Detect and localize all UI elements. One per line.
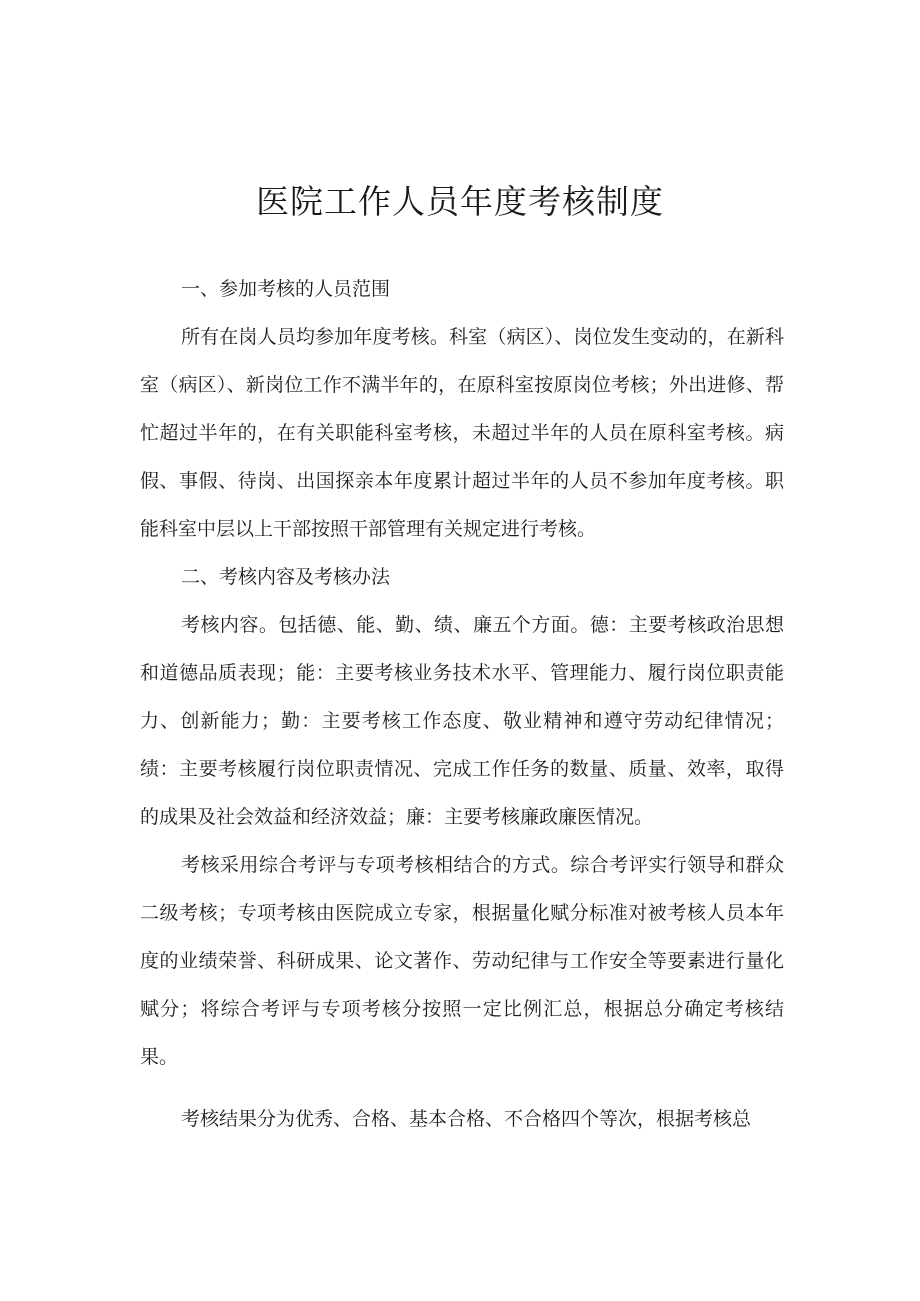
document-title: 医院工作人员年度考核制度: [256, 182, 664, 221]
paragraph-results: 考核结果分为优秀、合格、基本合格、不合格四个等次，根据考核总: [181, 1108, 752, 1130]
paragraph-content: 考核内容。包括德、能、勤、绩、廉五个方面。德：主要考核政治思想和道德品质表现；能：主要考核业务技术水平、管理能力、履行岗位职责能力、创新能力；勤：主要考核工作态度、敬业精神和遵守劳动纪律情况；绩：主要考核履行岗位职责情况、完成工作任务的数量、质量、效率，取得的成果及社会效益和经济效益；廉：主要考核廉政廉医情况。: [140, 614, 784, 828]
paragraph-methods: 考核采用综合考评与专项考核相结合的方式。综合考评实行领导和群众二级考核；专项考核由医院成立专家，根据量化赋分标准对被考核人员本年度的业绩荣誉、科研成果、论文著作、劳动纪律与工作安全等要素进行量化赋分；将综合考评与专项考核分按照一定比例汇总，根据总分确定考核结果。: [140, 854, 784, 1068]
section-heading-scope: 一、参加考核的人员范围: [181, 278, 391, 300]
section-heading-content-methods: 二、考核内容及考核办法: [181, 566, 391, 588]
document-body: [140, 265, 784, 1143]
paragraph-scope: 所有在岗人员均参加年度考核。科室（病区）、岗位发生变动的，在新科室（病区）、新岗位工作不满半年的，在原科室按原岗位考核；外出进修、帮忙超过半年的，在有关职能科室考核，未超过半年的人员在原科室考核。病假、事假、待岗、出国探亲本年度累计超过半年的人员不参加年度考核。职能科室中层以上干部按照干部管理有关规定进行考核。: [140, 326, 784, 540]
